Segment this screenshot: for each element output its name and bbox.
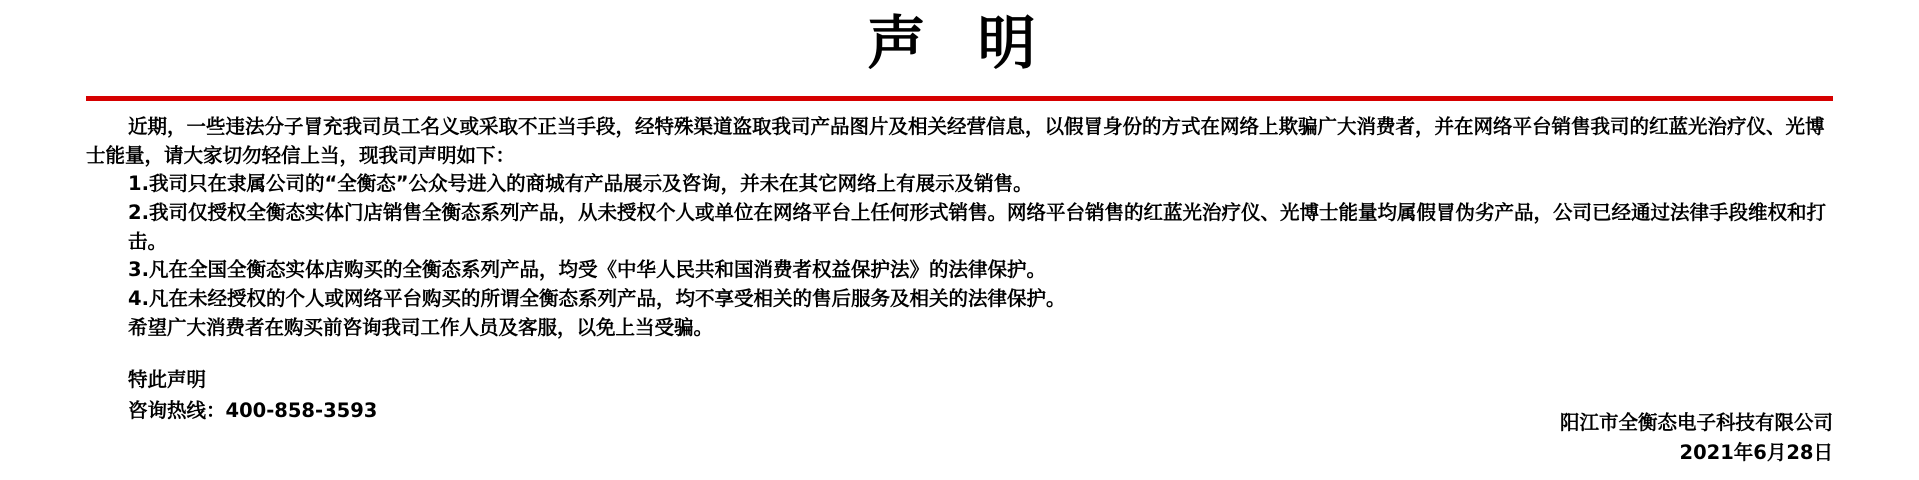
statement-item-4: 4.凡在未经授权的个人或网络平台购买的所谓全衡态系列产品，均不享受相关的售后服务及相关的法律保护。 <box>128 286 1066 310</box>
intro-paragraph: 近期，一些违法分子冒充我司员工名义或采取不正当手段，经特殊渠道盗取我司产品图片及相关经营信息，以假冒身份的方式在网络上欺骗广大消费者，并在网络平台销售我司的红蓝光治疗仪、光博士能量，请大家切勿轻信上当，现我司声明如下： <box>86 115 1825 167</box>
statement-item-1: 1.我司只在隶属公司的“全衡态”公众号进入的商城有产品展示及咨询，并未在其它网络上有展示及销售。 <box>128 172 1033 196</box>
signature-block <box>1560 408 1833 468</box>
company-name: 阳江市全衡态电子科技有限公司 <box>1559 410 1833 434</box>
title-divider <box>86 96 1833 101</box>
statement-item-2: 2.我司仅授权全衡态实体门店销售全衡态系列产品，从未授权个人或单位在网络平台上任何形式销售。网络平台销售的红蓝光治疗仪、光博士能量均属假冒伪劣产品，公司已经通过法律手段维权和打击。 <box>128 200 1826 253</box>
page-title: 声 明 <box>867 9 1052 77</box>
closing-line: 希望广大消费者在购买前咨询我司工作人员及客服，以免上当受骗。 <box>128 315 714 339</box>
document-body <box>86 113 1833 342</box>
statement-item-3: 3.凡在全国全衡态实体店购买的全衡态系列产品，均受《中华人民共和国消费者权益保护法》的法律保护。 <box>128 258 1046 282</box>
hotline-text: 咨询热线：400-858-3593 <box>128 399 378 423</box>
issue-date: 2021年6月28日 <box>1679 440 1833 464</box>
declaration-note: 特此声明 <box>128 368 207 392</box>
